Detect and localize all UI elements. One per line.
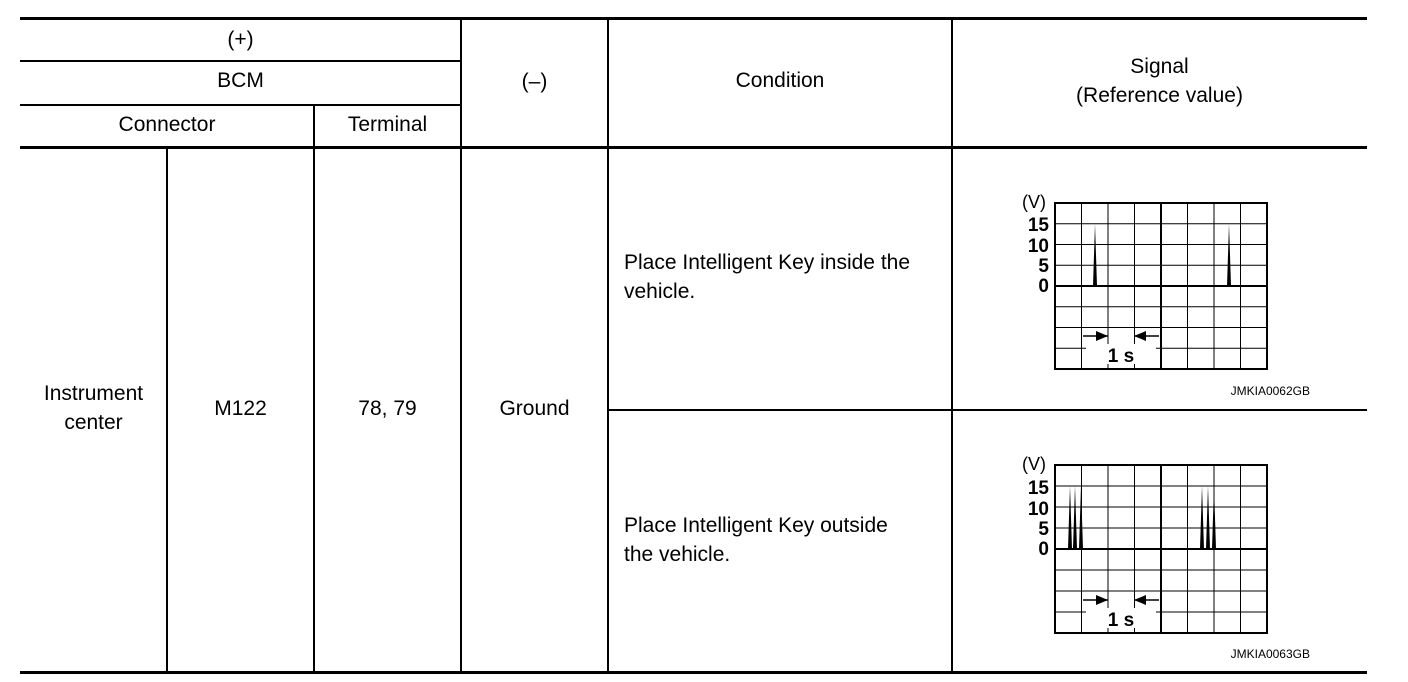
y-tick-10-1: 10 [1027,236,1049,257]
condition-2-line1: Place Intelligent Key outside [624,514,888,537]
condition-divider [608,409,1367,411]
oscilloscope-grid-1 [1000,186,1320,402]
pulse-2a [1068,486,1072,549]
header-plus: (+) [227,28,254,51]
col-rule-condition [607,18,609,672]
header-connector: Connector [118,113,216,136]
connector-code: M122 [214,397,267,420]
unit-label-1: (V) [1022,192,1046,212]
col-rule-signal [951,18,953,672]
signal-waveform-1 [1000,186,1320,402]
header-condition: Condition [735,69,825,92]
pulse-2b [1073,486,1077,549]
y-tick-5-2: 5 [1038,519,1049,540]
y-tick-15-1: 15 [1027,215,1049,236]
terminal-value: 78, 79 [358,397,417,420]
time-label-1: 1 s [1107,346,1135,367]
pulse-1a [1093,224,1097,286]
connector-label-line2: center [64,411,123,434]
y-tick-5-1: 5 [1038,256,1049,277]
header-minus: (–) [521,70,548,93]
condition-1-line1: Place Intelligent Key inside the [624,251,911,274]
pulse-2f [1212,486,1216,549]
header-signal-reference: (Reference value) [1076,84,1243,107]
y-tick-10-2: 10 [1027,499,1049,520]
y-tick-0-1: 0 [1038,276,1049,297]
pulse-2c [1079,486,1083,549]
time-label-2: 1 s [1107,610,1135,631]
header-rule-2 [20,104,461,106]
arrow-left [1134,331,1146,341]
signal-waveform-2 [1000,450,1320,666]
pulse-1b [1227,224,1231,286]
header-rule-1 [20,60,461,62]
minus-value: Ground [499,397,570,420]
y-tick-0-2: 0 [1038,539,1049,560]
pulse-2e [1206,486,1210,549]
header-terminal: Terminal [347,113,428,136]
image-code-1: JMKIA0062GB [1230,384,1310,398]
arrow-right [1096,595,1108,605]
condition-1-line2: vehicle. [624,280,696,303]
oscilloscope-grid-2 [1000,450,1320,666]
table-bottom-rule [20,671,1367,674]
arrow-left [1134,595,1146,605]
arrow-right [1096,331,1108,341]
header-bcm: BCM [217,69,264,92]
col-rule-terminal [313,104,315,672]
table-top-rule [20,17,1367,20]
header-signal: Signal [1130,55,1189,78]
image-code-2: JMKIA0063GB [1230,647,1310,661]
y-tick-15-2: 15 [1027,478,1049,499]
pulse-2d [1200,486,1204,549]
condition-2-line2: the vehicle. [624,543,731,566]
unit-label-2: (V) [1022,454,1046,474]
connector-label-line1: Instrument [43,382,144,405]
header-bottom-rule [20,146,1367,149]
